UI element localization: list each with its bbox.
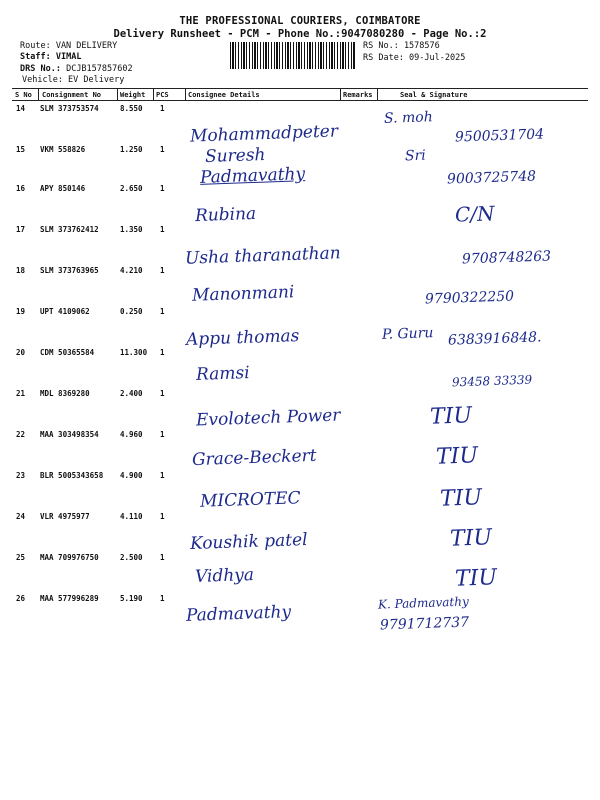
row-weight: 1.250 (120, 145, 143, 154)
row-pcs: 1 (160, 430, 165, 439)
row-sno: 26 (16, 594, 26, 603)
row-sno: 21 (16, 389, 26, 398)
header-bottom-rule (12, 100, 588, 101)
handwritten-phone: 6383916848. (447, 329, 542, 349)
handwritten-consignee: Padmavathy (185, 602, 292, 626)
handwritten-consignee: Rubina (194, 203, 257, 227)
row-weight: 11.300 (120, 348, 148, 357)
row-weight: 0.250 (120, 307, 143, 316)
col-divider (340, 89, 341, 101)
header-top-rule (12, 88, 588, 89)
handwritten-phone: 9790322250 (424, 288, 515, 308)
row-sno: 18 (16, 266, 26, 275)
handwritten-consignee: Padmavathy (199, 164, 306, 188)
handwritten-consignee: Suresh (204, 144, 266, 168)
rs-number: RS No.: 1578576 (363, 41, 440, 51)
row-pcs: 1 (160, 225, 165, 234)
col-consignee-header: Consignee Details (188, 91, 260, 99)
vehicle-text: Vehicle: EV Delivery (22, 75, 125, 85)
row-sno: 19 (16, 307, 26, 316)
handwritten-signature: S. moh (383, 109, 433, 127)
drs-value: DCJB157857602 (66, 64, 133, 74)
handwritten-phone: 9708748263 (461, 248, 552, 268)
row-consignment: APY 850146 (40, 184, 86, 193)
row-consignment: SLM 373753574 (40, 104, 99, 113)
row-consignment: SLM 373762412 (40, 225, 99, 234)
handwritten-consignee: Grace-Beckert (191, 445, 317, 471)
table-row (0, 184, 600, 221)
row-consignment: UPT 4109062 (40, 307, 90, 316)
route-text: Route: VAN DELIVERY (20, 41, 118, 51)
row-pcs: 1 (160, 512, 165, 521)
row-consignment: VLR 4975977 (40, 512, 90, 521)
table-row (0, 594, 600, 634)
table-row (0, 553, 600, 590)
handwritten-consignee: Mohammadpeter (189, 121, 339, 147)
handwritten-signature: C/N (454, 201, 495, 227)
row-weight: 4.110 (120, 512, 143, 521)
runsheet-subtitle: Delivery Runsheet - PCM - Phone No.:9047080280 - Page No.:2 (113, 28, 487, 40)
row-sno: 15 (16, 145, 26, 154)
row-pcs: 1 (160, 145, 165, 154)
row-pcs: 1 (160, 594, 165, 603)
handwritten-phone: 9791712737 (379, 614, 470, 634)
handwritten-consignee: Koushik patel (189, 529, 308, 555)
handwritten-phone: 9003725748 (446, 168, 537, 188)
handwritten-consignee: Ramsi (195, 363, 250, 385)
col-divider (38, 89, 39, 101)
handwritten-consignee: Appu thomas (185, 326, 300, 350)
barcode (230, 42, 355, 69)
handwritten-signature: TIU (449, 525, 493, 552)
handwritten-consignee: MICROTEC (199, 488, 301, 512)
handwritten-consignee: Vidhya (194, 564, 255, 588)
row-consignment: MAA 577996289 (40, 594, 99, 603)
row-sno: 24 (16, 512, 26, 521)
handwritten-signature: TIU (435, 443, 479, 470)
row-weight: 4.210 (120, 266, 143, 275)
drs-label: DRS No.: (20, 64, 61, 74)
row-sno: 22 (16, 430, 26, 439)
drs-line (20, 64, 133, 75)
row-pcs: 1 (160, 471, 165, 480)
col-divider (153, 89, 154, 101)
row-weight: 4.960 (120, 430, 143, 439)
row-pcs: 1 (160, 348, 165, 357)
row-consignment: SLM 373763965 (40, 266, 99, 275)
handwritten-consignee: Manonmani (191, 282, 295, 306)
row-weight: 1.350 (120, 225, 143, 234)
col-pcs-header: PCS (156, 91, 169, 99)
row-pcs: 1 (160, 389, 165, 398)
handwritten-signature: TIU (439, 485, 483, 512)
row-consignment: MAA 303498354 (40, 430, 99, 439)
row-consignment: MDL 8369280 (40, 389, 90, 398)
row-consignment: VKM 558826 (40, 145, 86, 154)
handwritten-phone: 93458 33339 (451, 372, 533, 390)
handwritten-signature: P. Guru (381, 325, 434, 343)
col-consignment-header: Consignment No (42, 91, 102, 99)
handwritten-signature: K. Padmavathy (377, 594, 469, 612)
handwritten-signature: TIU (454, 565, 498, 592)
handwritten-phone: 9500531704 (454, 126, 545, 146)
row-sno: 20 (16, 348, 26, 357)
handwritten-consignee: Evolotech Power (195, 405, 341, 431)
row-pcs: 1 (160, 553, 165, 562)
col-divider (377, 89, 378, 101)
row-consignment: MAA 709976750 (40, 553, 99, 562)
col-seal-header: Seal & Signature (400, 91, 468, 99)
col-weight-header: Weight (120, 91, 146, 99)
row-consignment: CDM 50365584 (40, 348, 95, 357)
staff-label: Staff: (20, 52, 51, 62)
staff-value: VIMAL (55, 52, 82, 62)
rs-date: RS Date: 09-Jul-2025 (363, 53, 466, 63)
row-weight: 2.400 (120, 389, 143, 398)
row-pcs: 1 (160, 266, 165, 275)
row-weight: 2.650 (120, 184, 143, 193)
row-sno: 14 (16, 104, 26, 113)
row-sno: 17 (16, 225, 26, 234)
row-pcs: 1 (160, 307, 165, 316)
handwritten-signature: Sri (404, 147, 427, 165)
row-sno: 16 (16, 184, 26, 193)
handwritten-consignee: Usha tharanathan (184, 243, 341, 269)
row-weight: 2.500 (120, 553, 143, 562)
row-pcs: 1 (160, 104, 165, 113)
row-weight: 8.550 (120, 104, 143, 113)
row-weight: 5.190 (120, 594, 143, 603)
col-divider (117, 89, 118, 101)
row-sno: 23 (16, 471, 26, 480)
row-consignment: BLR 5005343658 (40, 471, 104, 480)
col-divider (185, 89, 186, 101)
handwritten-signature: TIU (429, 403, 473, 430)
col-sno-header: S No (15, 91, 32, 99)
col-remarks-header: Remarks (343, 91, 373, 99)
staff-line (20, 52, 81, 63)
row-pcs: 1 (160, 184, 165, 193)
row-weight: 4.900 (120, 471, 143, 480)
row-sno: 25 (16, 553, 26, 562)
company-title: THE PROFESSIONAL COURIERS, COIMBATORE (179, 15, 421, 27)
